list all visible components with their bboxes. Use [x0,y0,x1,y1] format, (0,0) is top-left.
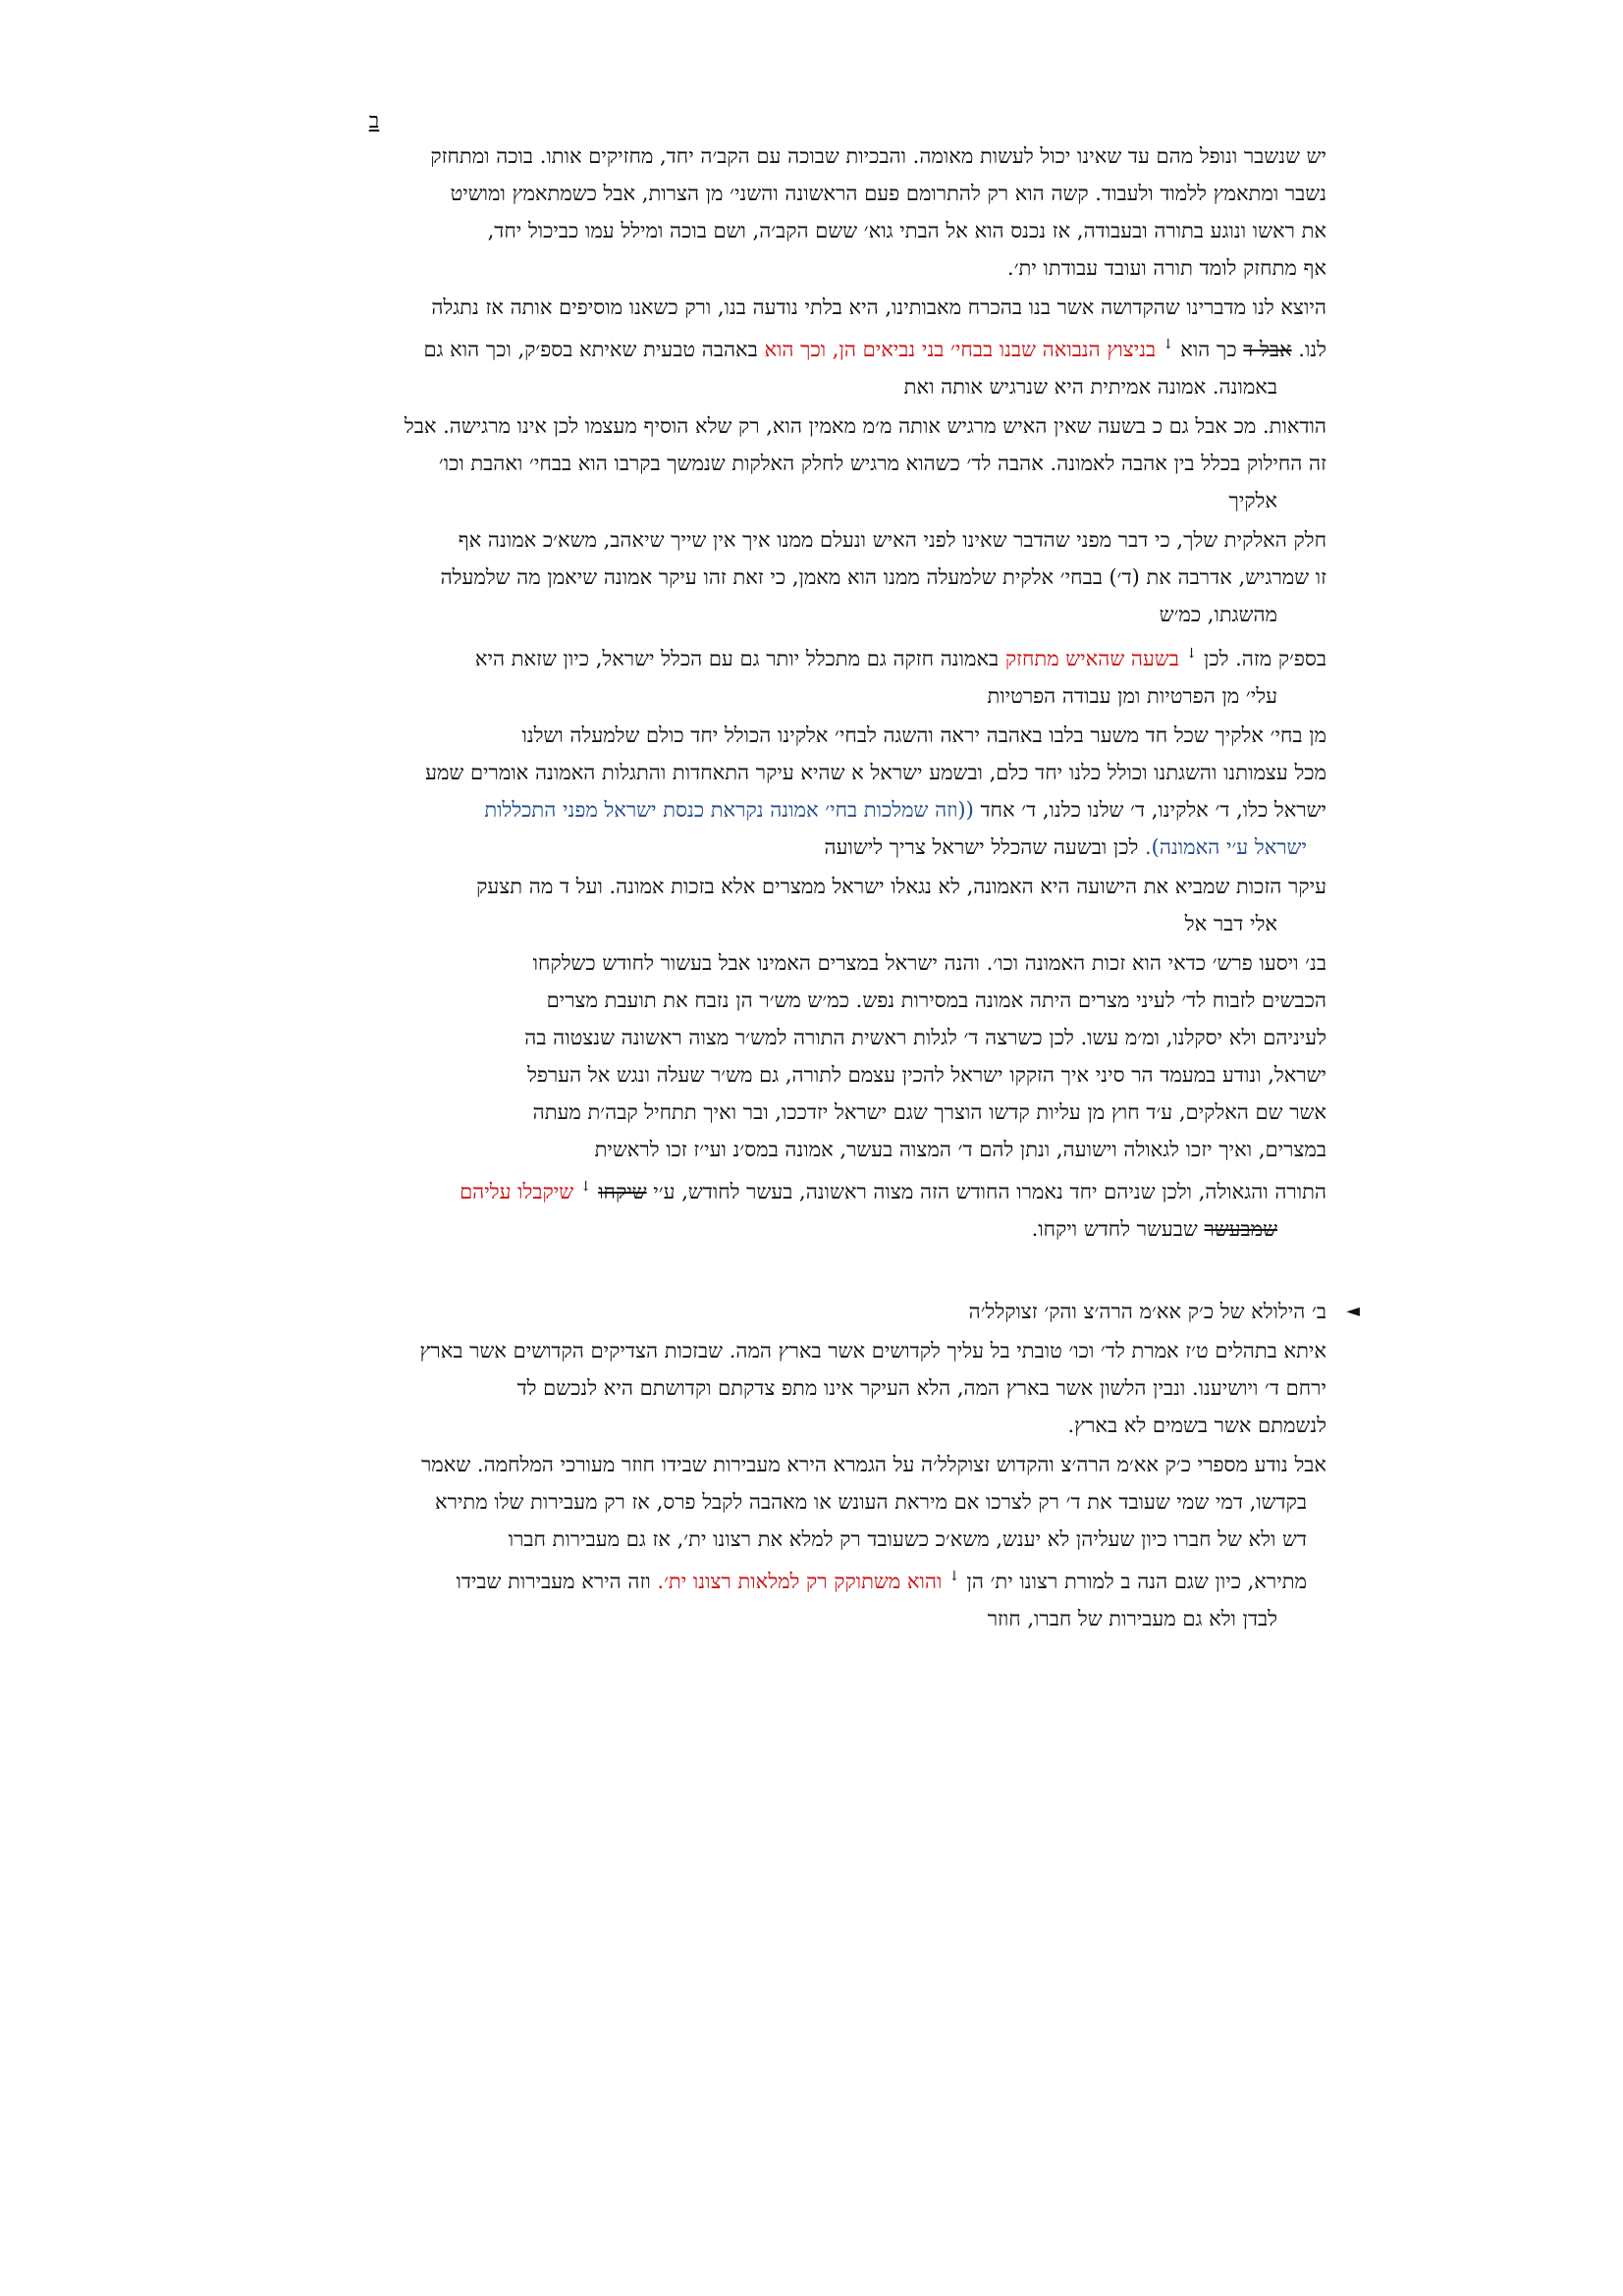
paragraph-8 [345,944,1326,1248]
insertion-arrow-icon: ↓ [1185,646,1198,662]
text-line: חלק האלקית שלך, כי דבר מפני שהדבר שאינו לפני האיש ונעלם ממנו איך אין שייך שיאהב, משא׳כ אמונה אף [458,528,1326,552]
document-body [345,137,1360,1639]
text-line [345,1558,1307,1600]
red-insertion-text: בשעה שהאיש מתחזק [1004,647,1179,670]
text-line: איתא בתהלים ט׳ז אמרת לד׳ וכו׳ טובתי בל עליך לקדושים אשר בארץ המה. שבזכות הצדיקים הקדושים אשר בארץ [419,1339,1326,1362]
text-line [345,326,1326,368]
text-line: מהשגתו, כמ׳ש [1159,603,1277,626]
triangle-bullet-icon: ◄ [1346,1301,1360,1321]
text-span: שבעשר לחדש ויקחו. [1031,1217,1198,1241]
text-line: לעיניהם ולא יסקלנו, ומ׳מ עשו. לכן כשרצה ד׳ לגלות ראשית התורה למש׳ר מצוה ראשונה שנצטוה בה [524,1026,1326,1049]
paragraph-7 [345,868,1326,942]
text-span: בספ׳ק מזה. לכן [1203,647,1326,670]
insertion-arrow-icon: ↓ [1162,337,1174,352]
text-line: היוצא לנו מדברינו שהקדושה אשר בנו בהכרח מאבותינו, היא בלתי נודעה בנו, ורק כשאנו מוסיפים אותה אז נתגלה [431,295,1326,319]
text-line: דש ולא של חברו כיון שעליהן לא יענש, משא׳כ כשעובד רק למלא את רצונו ית׳, אז גם מעבירות חברו [508,1527,1307,1551]
text-line: מן בחי׳ אלקיך שכל חד משער בלבו באהבה יראה והשגה לבחי׳ אלקינו הכולל יחד כולם שלמעלה ושלנו [521,723,1326,747]
text-line: אשר שם האלקים, ע׳ד חוץ מן עליות קדשו הוצרך שגם ישראל יזדככו, ובר ואיך תתחיל קבה׳ת מעתה [532,1100,1326,1124]
paragraph-6 [345,717,1326,866]
text-line: אלי דבר אל [1184,912,1277,935]
red-insertion-text: והוא משתוקק רק למלאות רצונו ית׳. [657,1570,943,1593]
paragraph-2 [345,289,1326,405]
insertion-arrow-icon: ↓ [948,1569,960,1584]
text-line: מכל עצמותנו והשגתנו וכולל כלנו יחד כלם, ובשמע ישראל א שהיא עיקר התאחדות והתגלות האמונה אומרים שמע [425,761,1326,784]
text-line: נשבר ומתאמץ ללמוד ולעבוד. קשה הוא רק להתרומם פעם הראשונה והשני׳ מן הצרות, אבל כשמתאמץ ומושיט [450,182,1326,205]
blue-note-text: ישראל ע׳י האמונה). [1145,835,1307,859]
text-line: אף מתחזק לומד תורה ועובד עבודתו ית׳. [1007,256,1326,280]
text-line [345,828,1307,866]
text-line: את ראשו ונוגע בתורה ובעבודה, אז נכנס הוא אל הבתי גוא׳ ששם הקב׳ה, ושם בוכה ומילל עמו כביכול יחד, [487,219,1326,242]
text-span: באמונה חזקה גם מתכלל יותר גם עם הכלל ישראל, כיון שזאת היא [474,647,1000,670]
struck-text: שמבעשר [1204,1217,1277,1241]
text-span: לכן ובשעה שהכלל ישראל צריך לישועה [824,835,1139,859]
text-line: ירחם ד׳ ויושיענו. ונבין הלשון אשר בארץ המה, הלא העיקר אינו מתפ צדקתם וקדושתם היא לנכשם לד [516,1376,1326,1400]
text-line: זו שמרגיש, אדרבה את (ד׳) בבחי׳ אלקית שלמעלה ממנו הוא מאמן, כי זאת זהו עיקר אמונה שיאמן מה שלמעלה [440,565,1326,589]
red-insertion-text: בניצוץ הנבואה שבנו בבחי׳ בני נביאים הן, וכך הוא [764,338,1157,361]
text-span: ישראל כלו, ד׳ אלקינו, ד׳ שלנו כלנו, ד׳ אחד [980,798,1326,822]
paragraph-4 [345,521,1326,633]
text-line: לבדן ולא גם מעבירות של חברו, חוזר [987,1607,1277,1630]
insertion-arrow-icon: ↓ [579,1179,592,1195]
text-line: בקדשו, דמי שמי שעובד את ד׳ רק לצרכו אם מיראת העונש או מאהבה לקבל פרס, אז רק מעבירות שלו מתירא [435,1490,1307,1514]
section-heading: ב׳ הילולא של כ׳ק אא׳מ הרה׳צ והק׳ זצוקלל׳ה [968,1300,1326,1323]
section-2-title [345,1293,1360,1330]
text-span: באהבה טבעית שאיתא בספ׳ק, וכך הוא גם [423,338,758,361]
text-line: אבל נודע מספרי כ׳ק אא׳מ הרה׳צ והקדוש זצוקלל׳ה על הגמרא הירא מעבירות שבידו חוזר מעורכי המלחמה. שאמר [420,1453,1326,1476]
red-insertion-text: שיקבלו עליהם [460,1180,574,1203]
text-line: הכבשים לזבוח לד׳ לעיני מצרים היתה אמונה במסירות נפש. כמ׳ש מש׳ר הן נזבח את תועבת מצרים [546,988,1326,1012]
paragraph-1 [345,137,1326,287]
paragraph-5 [345,635,1326,715]
text-span: מתירא, כיון שגם הנה ב למורת רצונו ית׳ הן [966,1570,1307,1593]
paragraph-3 [345,407,1326,519]
text-line: אלקיך [1228,489,1277,512]
text-span: התורה והגאולה, ולכן שניהם יחד נאמרו החודש הזה מצוה ראשונה, בעשר לחודש, ע׳י [653,1180,1326,1203]
text-line: באמונה. אמונה אמיתית היא שנרגיש אותה ואת [903,375,1277,399]
text-span: כך הוא [1180,338,1237,361]
text-line: הודאות. מכ אבל גם כ בשעה שאין האיש מרגיש אותה מ׳מ מאמין הוא, רק שלא הוסיף מעצמו לכן אינו מרגישה. אבל [404,414,1326,438]
text-line: במצרים, ואיך יזכו לגאולה וישועה, ונתן להם ד׳ המצוה בעשר, אמונה במס׳נ ועי׳ז זכו לראשית [594,1138,1326,1161]
text-line [345,791,1326,828]
text-line: זה החילוק בכלל בין אהבה לאמונה. אהבה לד׳ כשהוא מרגיש לחלק האלקות שנמשך בקרבו הוא בבחי׳ ואהבת וכו׳ [438,452,1326,475]
text-line [345,1168,1326,1210]
text-line: עיקר הזכות שמביא את הישועה היא האמונה, לא נגאלו ישראל ממצרים אלא בזכות אמונה. ועל ד מה תצעק [476,875,1326,898]
page-letter: ב [368,109,380,133]
blue-note-text: ((וזה שמלכות בחי׳ אמונה נקראת כנסת ישראל מפני התכללות [484,798,974,822]
text-span: וזה הירא מעבירות שבידו [456,1570,651,1593]
section-2 [345,1293,1360,1637]
text-line: לנשמתם אשר בשמים לא בארץ. [1067,1414,1326,1437]
text-line: עלי׳ מן הפרטיות ומן עבודה הפרטיות [987,684,1277,708]
paragraph-10 [345,1446,1326,1637]
struck-text: אבל ד [1243,338,1292,361]
text-line: ישראל, ונודע במעמד הר סיני איך הזקקו ישראל להכין עצמם לתורה, גם מש׳ר שעלה ונגש אל הערפל [527,1063,1326,1087]
text-line [345,1210,1277,1248]
struck-text: שיקחו [598,1180,647,1203]
paragraph-9 [345,1332,1326,1444]
text-line [345,635,1326,677]
text-line: בנ׳ ויסעו פרש׳ כדאי הוא זכות האמונה וכו׳. והנה ישראל במצרים האמינו אבל בעשור לחודש כשלקחו [532,951,1326,975]
text-span: לנו. [1298,338,1326,361]
text-line: יש שנשבר ונופל מהם עד שאינו יכול לעשות מאומה. והבכיות שבוכה עם הקב׳ה יחד, מחזיקים אותו. בוכה ומתחזק [430,144,1326,168]
